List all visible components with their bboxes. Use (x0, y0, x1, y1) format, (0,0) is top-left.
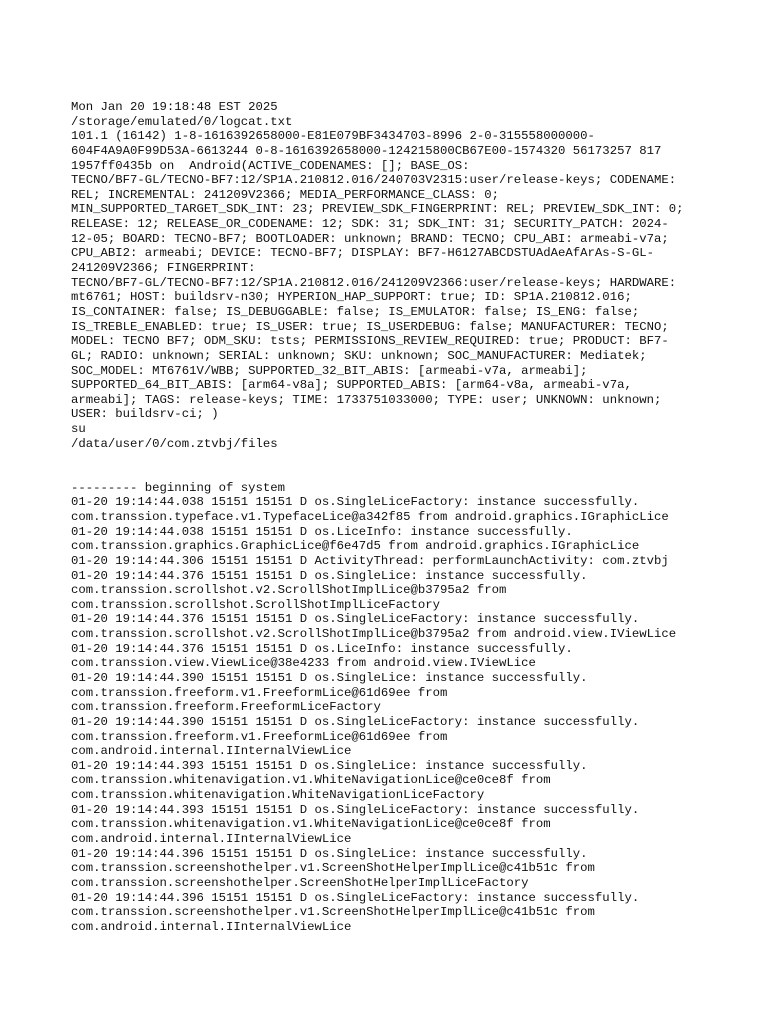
files-path-line: /data/user/0/com.ztvbj/files (71, 436, 278, 451)
log-line: com.transsion.view.ViewLice@38e4233 from android.view.IViewLice (71, 656, 536, 671)
build-info-line: REL; INCREMENTAL: 241209V2366; MEDIA_PERFORMANCE_CLASS: 0; (71, 187, 500, 202)
build-info-line: SOC_MODEL: MT6761V/WBB; SUPPORTED_32_BIT_ABIS: [armeabi-v7a, armeabi]; (71, 363, 588, 378)
log-line: com.android.internal.IInternalViewLice (71, 744, 352, 759)
log-line: 01-20 19:14:44.393 15151 15151 D os.SingleLiceFactory: instance successfully. (71, 802, 640, 817)
log-line: 01-20 19:14:44.306 15151 15151 D ActivityThread: performLaunchActivity: com.ztvbj (71, 553, 669, 568)
log-line: com.transsion.screenshothelper.v1.ScreenShotHelperImplLice@c41b51c from (71, 861, 595, 876)
log-line: com.transsion.typeface.v1.TypefaceLice@a342f85 from android.graphics.IGraphicLice (71, 509, 669, 524)
build-info-line: 12-05; BOARD: TECNO-BF7; BOOTLOADER: unknown; BRAND: TECNO; CPU_ABI: armeabi-v7a; (71, 231, 669, 246)
log-line: com.transsion.scrollshot.ScrollShotImplLiceFactory (71, 597, 440, 612)
build-info-line: 604F4A9A0F99D53A-6613244 0-8-1616392658000-124215800CB67E00-1574320 56173257 817 (71, 143, 662, 158)
build-info-line: mt6761; HOST: buildsrv-n30; HYPERION_HAP_SUPPORT: true; ID: SP1A.210812.016; (71, 290, 632, 305)
build-info-line: 101.1 (16142) 1-8-1616392658000-E81E079BF3434703-8996 2-0-315558000000- (71, 129, 595, 144)
build-info-line: GL; RADIO: unknown; SERIAL: unknown; SKU: unknown; SOC_MANUFACTURER: Mediatek; (71, 348, 647, 363)
blank-line (71, 451, 711, 466)
timestamp-line: Mon Jan 20 19:18:48 EST 2025 (71, 100, 278, 114)
log-line: 01-20 19:14:44.390 15151 15151 D os.SingleLiceFactory: instance successfully. (71, 714, 640, 729)
log-line: com.android.internal.IInternalViewLice (71, 832, 352, 847)
log-line: com.transsion.whitenavigation.v1.WhiteNavigationLice@ce0ce8f from (71, 773, 551, 788)
log-line: 01-20 19:14:44.376 15151 15151 D os.SingleLiceFactory: instance successfully. (71, 612, 640, 627)
log-line: com.transsion.freeform.v1.FreeformLice@61d69ee from (71, 729, 448, 744)
build-info-line: IS_TREBLE_ENABLED: true; IS_USER: true; IS_USERDEBUG: false; MANUFACTURER: TECNO; (71, 319, 669, 334)
build-info-line: SUPPORTED_64_BIT_ABIS: [arm64-v8a]; SUPPORTED_ABIS: [arm64-v8a, armeabi-v7a, (71, 378, 632, 393)
log-line: 01-20 19:14:44.396 15151 15151 D os.SingleLiceFactory: instance successfully. (71, 890, 640, 905)
log-section-header: --------- beginning of system (71, 480, 286, 495)
log-line: com.transsion.graphics.GraphicLice@f6e47d5 from android.graphics.IGraphicLice (71, 539, 640, 554)
log-line: 01-20 19:14:44.393 15151 15151 D os.SingleLice: instance successfully. (71, 758, 588, 773)
log-line: com.transsion.screenshothelper.ScreenShotHelperImplLiceFactory (71, 875, 529, 890)
su-command-line: su (71, 422, 86, 437)
build-info-line: MODEL: TECNO BF7; ODM_SKU: tsts; PERMISSIONS_REVIEW_REQUIRED: true; PRODUCT: BF7- (71, 334, 669, 349)
build-info-line: TECNO/BF7-GL/TECNO-BF7:12/SP1A.210812.016/240703V2315:user/release-keys; CODENAME: (71, 173, 677, 188)
log-line: 01-20 19:14:44.038 15151 15151 D os.LiceInfo: instance successfully. (71, 524, 573, 539)
log-line: 01-20 19:14:44.390 15151 15151 D os.SingleLice: instance successfully. (71, 670, 588, 685)
build-info-line: RELEASE: 12; RELEASE_OR_CODENAME: 12; SDK: 31; SDK_INT: 31; SECURITY_PATCH: 2024- (71, 217, 669, 232)
blank-line (71, 466, 711, 481)
build-info-line: IS_CONTAINER: false; IS_DEBUGGABLE: false; IS_EMULATOR: false; IS_ENG: false; (71, 304, 640, 319)
log-line: 01-20 19:14:44.038 15151 15151 D os.SingleLiceFactory: instance successfully. (71, 495, 640, 510)
log-line: 01-20 19:14:44.396 15151 15151 D os.SingleLice: instance successfully. (71, 846, 588, 861)
build-info-line: 241209V2366; FINGERPRINT: (71, 261, 256, 276)
log-line: com.android.internal.IInternalViewLice (71, 919, 352, 934)
logcat-document (71, 100, 711, 935)
build-info-line: CPU_ABI2: armeabi; DEVICE: TECNO-BF7; DISPLAY: BF7-H6127ABCDSTUAdAeAfArAs-S-GL- (71, 246, 654, 261)
log-line: 01-20 19:14:44.376 15151 15151 D os.LiceInfo: instance successfully. (71, 641, 573, 656)
build-info-line: MIN_SUPPORTED_TARGET_SDK_INT: 23; PREVIEW_SDK_FINGERPRINT: REL; PREVIEW_SDK_INT: 0; (71, 202, 684, 217)
build-info-block (71, 129, 711, 422)
file-path-line: /storage/emulated/0/logcat.txt (71, 114, 293, 129)
log-line: com.transsion.whitenavigation.WhiteNavigationLiceFactory (71, 788, 485, 803)
log-line: com.transsion.freeform.v1.FreeformLice@61d69ee from (71, 685, 448, 700)
log-line: com.transsion.whitenavigation.v1.WhiteNavigationLice@ce0ce8f from (71, 817, 551, 832)
build-info-line: armeabi]; TAGS: release-keys; TIME: 1733751033000; TYPE: user; UNKNOWN: unknown; (71, 392, 662, 407)
build-info-line: 1957ff0435b on Android(ACTIVE_CODENAMES: []; BASE_OS: (71, 158, 470, 173)
log-line: com.transsion.screenshothelper.v1.ScreenShotHelperImplLice@c41b51c from (71, 905, 595, 920)
log-line: com.transsion.scrollshot.v2.ScrollShotImplLice@b3795a2 from (71, 583, 507, 598)
build-info-line: USER: buildsrv-ci; ) (71, 407, 219, 422)
build-info-line: TECNO/BF7-GL/TECNO-BF7:12/SP1A.210812.016/241209V2366:user/release-keys; HARDWARE: (71, 275, 677, 290)
log-entries (71, 495, 711, 934)
log-line: com.transsion.freeform.FreeformLiceFactory (71, 700, 381, 715)
log-line: 01-20 19:14:44.376 15151 15151 D os.SingleLice: instance successfully. (71, 568, 588, 583)
log-line: com.transsion.scrollshot.v2.ScrollShotImplLice@b3795a2 from android.view.IViewLice (71, 627, 677, 642)
